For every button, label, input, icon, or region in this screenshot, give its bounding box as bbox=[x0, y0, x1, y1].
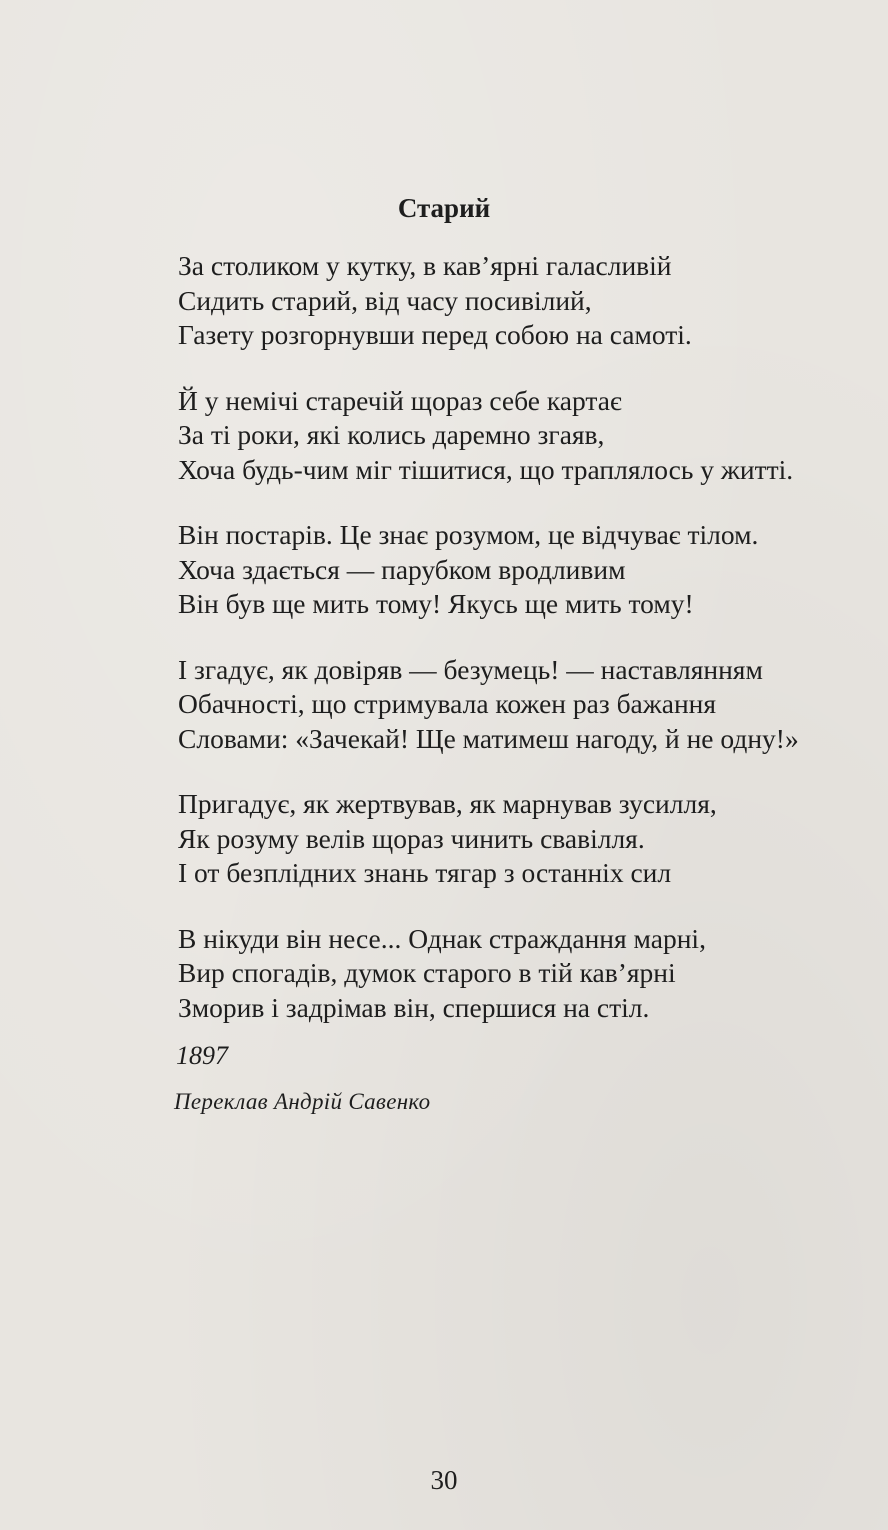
stanza bbox=[178, 922, 878, 1026]
poem-line: Пригадує, як жертвував, як марнував зусилля, bbox=[178, 788, 717, 819]
poem-line: Як розуму велів щораз чинить свавілля. bbox=[178, 822, 645, 854]
poem-line: Вир спогадів, думок старого в тій кав’ярні bbox=[178, 957, 676, 988]
translator-credit: Переклав Андрій Савенко bbox=[174, 1089, 431, 1114]
stanza bbox=[178, 653, 878, 757]
poem-line: Він постарів. Це знає розумом, це відчуває тілом. bbox=[178, 519, 759, 550]
page-number: 30 bbox=[430, 1465, 458, 1495]
poem-line: Він був ще мить тому! Якусь ще мить тому! bbox=[178, 588, 694, 619]
poem-line: В нікуди він несе... Однак страждання марні, bbox=[178, 922, 706, 954]
poem-line: Хоча будь-чим міг тішитися, що траплялось у житті. bbox=[178, 453, 794, 485]
poem-line: І згадує, як довіряв — безумець! — наставлянням bbox=[178, 653, 763, 685]
poem-line: Газету розгорнувши перед собою на самоті. bbox=[178, 319, 692, 350]
poem-line: Словами: «Зачекай! Ще матимеш нагоду, й не одну!» bbox=[178, 722, 799, 754]
poem-line: Й у немічі старечій щораз себе картає bbox=[178, 384, 622, 416]
stanza bbox=[178, 384, 878, 488]
poem-body bbox=[178, 249, 878, 1056]
poem-year: 1897 bbox=[176, 1041, 228, 1070]
poem-line: Хоча здається — парубком вродливим bbox=[178, 553, 626, 585]
poem-line: Обачності, що стримувала кожен раз бажання bbox=[178, 688, 717, 719]
stanza bbox=[178, 249, 878, 353]
poem-line: Сидить старий, від часу посивілий, bbox=[178, 284, 592, 316]
stanza bbox=[178, 518, 878, 622]
poem-line: Зморив і задрімав він, спершися на стіл. bbox=[178, 991, 650, 1023]
poem-title: Старий bbox=[397, 193, 491, 223]
poem-line: За ті роки, які колись даремно згаяв, bbox=[178, 419, 605, 450]
poem-line: І от безплідних знань тягар з останніх сил bbox=[178, 857, 672, 888]
stanza bbox=[178, 787, 878, 891]
poem-line: За столиком у кутку, в кав’ярні галасливій bbox=[178, 250, 672, 281]
